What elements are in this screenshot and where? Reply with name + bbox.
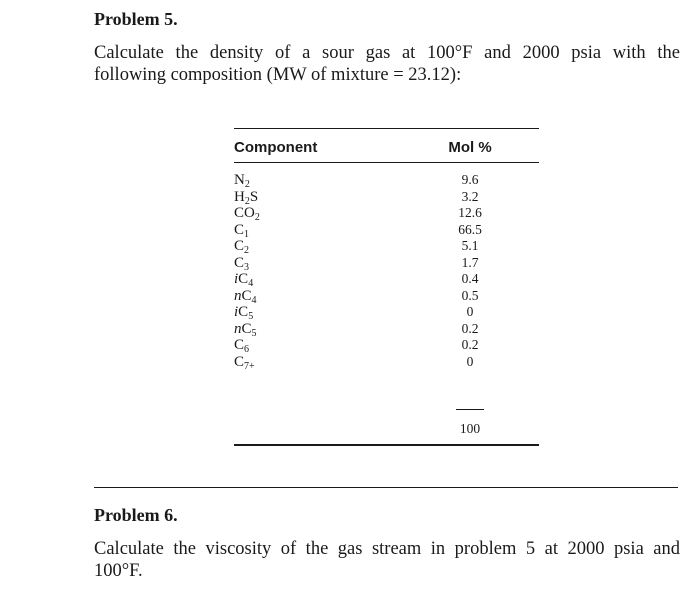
component-prefix: i bbox=[234, 304, 239, 320]
component-base: H bbox=[234, 189, 245, 205]
component-sub: 5 bbox=[251, 328, 257, 339]
component-sub: 3 bbox=[244, 262, 250, 273]
component-cell bbox=[234, 172, 250, 188]
section-divider bbox=[94, 487, 678, 488]
table-top-rule bbox=[234, 128, 539, 129]
mol-percent-cell: 66.5 bbox=[458, 222, 482, 237]
component-prefix: n bbox=[234, 321, 242, 337]
mol-percent-cell: 1.7 bbox=[461, 255, 479, 270]
mol-percent-cell: 3.2 bbox=[461, 189, 479, 204]
problem5-text bbox=[94, 42, 680, 86]
component-base: C bbox=[234, 354, 245, 370]
component-base: N bbox=[234, 172, 245, 188]
mol-percent-cell: 0.4 bbox=[461, 271, 479, 286]
problem6-text bbox=[94, 538, 680, 582]
table-bottom-rule bbox=[234, 444, 539, 446]
component-sub: 1 bbox=[244, 229, 250, 240]
component-cell bbox=[234, 321, 257, 337]
component-cell bbox=[234, 304, 253, 320]
mol-percent-cell: 0.2 bbox=[461, 337, 479, 352]
mol-percent-cell: 0.5 bbox=[461, 288, 479, 303]
component-sub: 4 bbox=[248, 278, 254, 289]
component-cell bbox=[234, 354, 255, 370]
mol-percent-cell: 12.6 bbox=[458, 205, 482, 220]
component-base: C bbox=[238, 271, 249, 287]
component-base: CO bbox=[234, 205, 255, 221]
mol-percent-cell: 0.2 bbox=[461, 321, 479, 336]
component-cell bbox=[234, 255, 249, 271]
problem6-line1: Calculate the viscosity of the gas stream in problem 5 at 2000 psia and bbox=[94, 539, 680, 559]
component-cell bbox=[234, 288, 257, 304]
component-sub: 2 bbox=[244, 245, 250, 256]
table-header-rule bbox=[234, 162, 539, 163]
component-prefix: n bbox=[234, 288, 242, 304]
component-cell bbox=[234, 238, 249, 254]
component-base: C bbox=[241, 288, 252, 304]
problem6-line2: 100°F. bbox=[94, 561, 143, 581]
component-cell bbox=[234, 337, 249, 353]
component-sub: 2 bbox=[244, 179, 250, 190]
component-base: C bbox=[234, 238, 245, 254]
mol-percent-cell: 5.1 bbox=[461, 238, 479, 253]
mol-percent-cell: 0 bbox=[466, 304, 474, 319]
component-base: C bbox=[234, 222, 245, 238]
component-sub: 2 bbox=[244, 196, 250, 207]
component-sub: 6 bbox=[244, 344, 250, 355]
component-base: C bbox=[234, 255, 245, 271]
sum-rule bbox=[456, 409, 484, 410]
component-header: Component bbox=[234, 139, 318, 156]
component-sub: 2 bbox=[254, 212, 260, 223]
component-cell bbox=[234, 222, 249, 238]
problem5-line2: following composition (MW of mixture = 23.12): bbox=[94, 65, 462, 85]
problem5-heading: Problem 5. bbox=[94, 9, 178, 29]
component-base: C bbox=[241, 321, 252, 337]
component-prefix: i bbox=[234, 271, 239, 287]
component-cell bbox=[234, 271, 253, 287]
mol-percent-header: Mol % bbox=[448, 139, 492, 156]
mol-percent-cell: 9.6 bbox=[461, 172, 479, 187]
component-cell bbox=[234, 189, 258, 205]
component-sub: 5 bbox=[248, 311, 254, 322]
problem6-heading: Problem 6. bbox=[94, 505, 178, 525]
problem5-line1: Calculate the density of a sour gas at 100°F and 2000 psia with the bbox=[94, 43, 680, 63]
component-sub: 4 bbox=[251, 295, 257, 306]
component-cell bbox=[234, 205, 260, 221]
component-base: C bbox=[238, 304, 249, 320]
component-base: C bbox=[234, 337, 245, 353]
component-sub: 7+ bbox=[244, 361, 255, 372]
total-value: 100 bbox=[459, 421, 481, 436]
mol-percent-cell: 0 bbox=[466, 354, 474, 369]
component-tail: S bbox=[249, 189, 259, 205]
